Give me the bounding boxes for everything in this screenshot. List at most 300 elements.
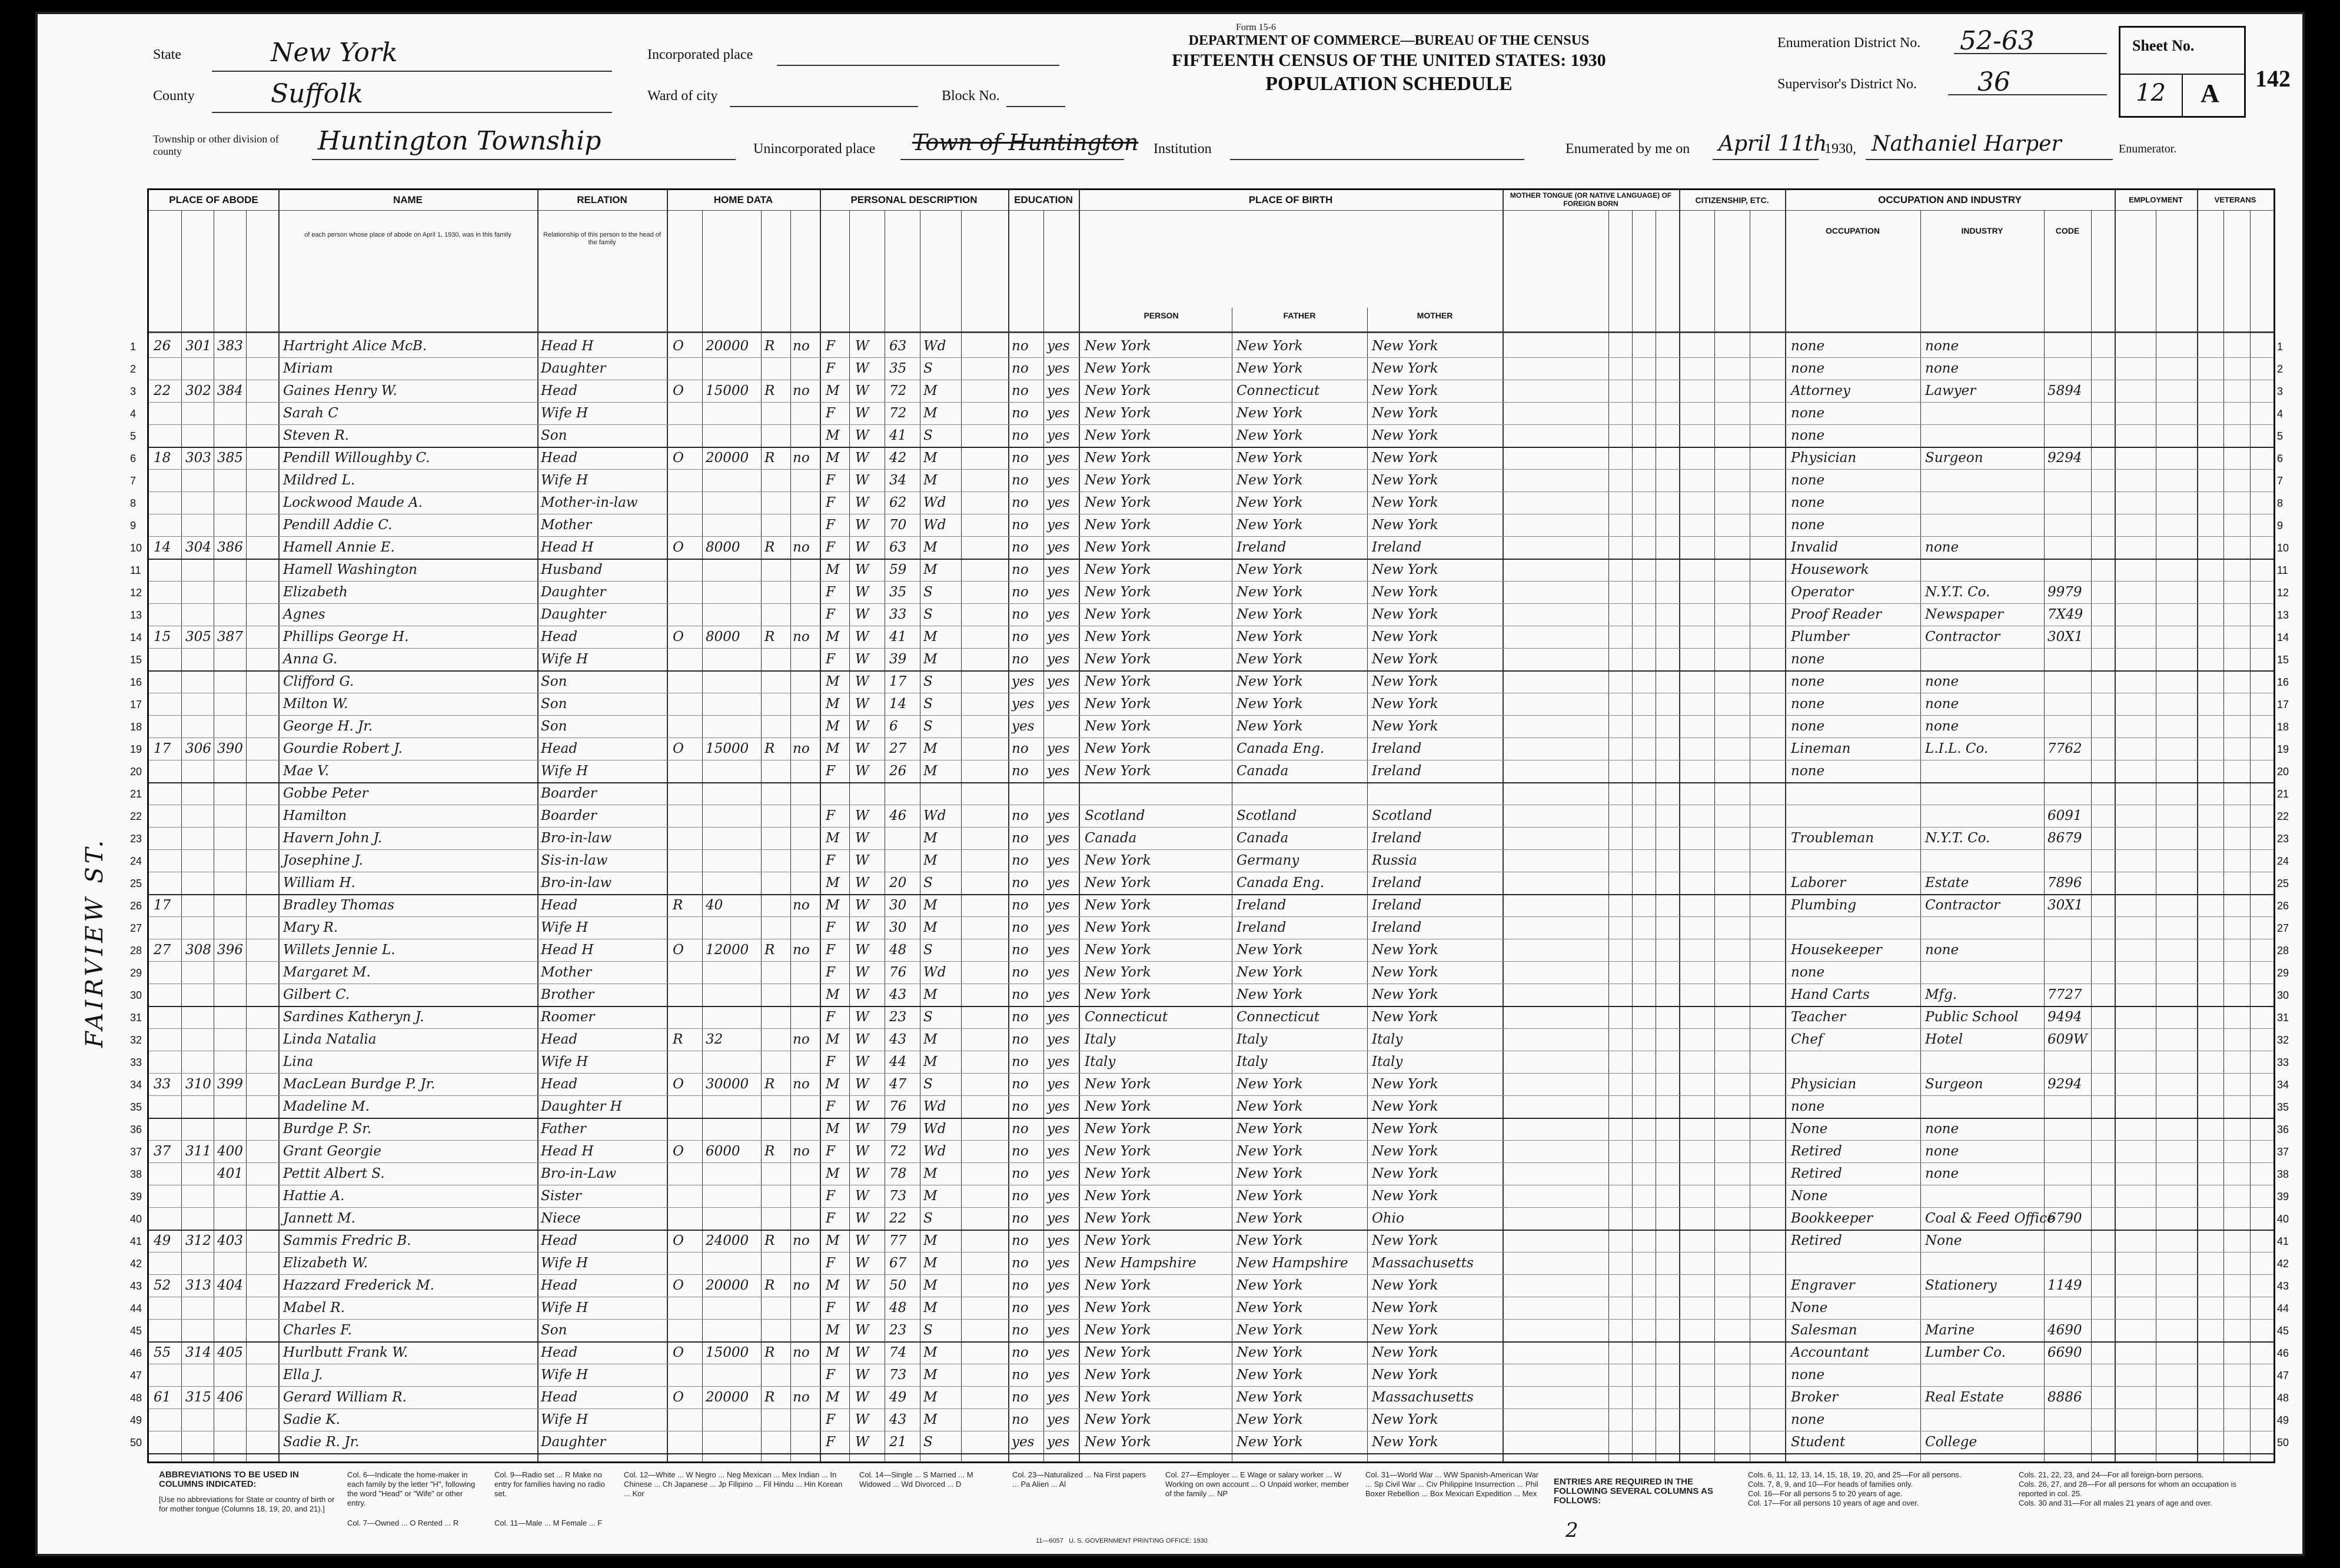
line-number: 38: [130, 1168, 142, 1180]
table-row: [130, 559, 2288, 582]
cell-name: Hamilton: [283, 808, 347, 823]
line-number: 32: [130, 1034, 142, 1046]
cell-name: Hamell Annie E.: [283, 540, 395, 555]
cell-bp: New York: [1085, 584, 1151, 600]
table-row: [130, 491, 2284, 514]
cell-school: no: [1012, 965, 1029, 980]
cell-fbp: Italy: [1237, 1032, 1268, 1047]
cell-age: 41: [889, 629, 907, 645]
abbr-col27: Col. 27—Employer ... E Wage or salary worker ... W Working on own account ... O Unpaid worker, member of the family ... NP: [1165, 1470, 1349, 1498]
cell-name: Clifford G.: [283, 674, 354, 689]
cell-age: 46: [889, 808, 907, 823]
cell-occ: Troubleman: [1791, 830, 1874, 846]
cell-rel: Daughter: [541, 584, 606, 600]
cell-mar: M: [923, 406, 938, 421]
cell-mbp: Ireland: [1372, 540, 1422, 555]
cell-occ: Engraver: [1791, 1278, 1855, 1293]
cell-race: W: [855, 1211, 869, 1226]
cell-own: O: [673, 942, 684, 958]
cell-name: Gaines Henry W.: [283, 383, 397, 398]
cell-name: Pendill Addie C.: [283, 517, 393, 533]
cell-name: Willets Jennie L.: [283, 942, 395, 958]
cell-bp: New York: [1085, 406, 1151, 421]
cell-race: W: [855, 1009, 869, 1025]
cell-school: no: [1012, 1300, 1029, 1315]
enum-district-value: 52-63: [1960, 26, 2035, 56]
table-row: [130, 1230, 2289, 1253]
line-number-right: 42: [2277, 1258, 2289, 1270]
cell-name: Havern John J.: [283, 830, 383, 846]
line-number-right: 14: [2277, 632, 2289, 643]
cell-mar: M: [923, 540, 938, 555]
cell-mar: S: [923, 584, 933, 600]
printer-name: U. S. GOVERNMENT PRINTING OFFICE: 1930: [1069, 1537, 1208, 1544]
cell-sex: M: [826, 1345, 840, 1360]
line-number: 18: [130, 721, 142, 733]
cell-mbp: New York: [1372, 607, 1438, 622]
cell-age: 67: [889, 1255, 907, 1271]
cell-ind: Mfg.: [1925, 987, 1957, 1002]
cell-age: 41: [889, 428, 907, 443]
cell-sex: F: [826, 965, 835, 980]
cell-read: yes: [1047, 1278, 1070, 1293]
line-number-right: 15: [2277, 654, 2289, 666]
table-row: [130, 872, 2289, 895]
cell-mar: M: [923, 830, 938, 846]
enumerator-label: Enumerator.: [2119, 142, 2177, 155]
cell-rel: Niece: [541, 1211, 581, 1226]
cell-bp: New York: [1085, 1211, 1151, 1226]
cell-rel: Son: [541, 696, 567, 712]
cell-own: O: [673, 1077, 684, 1092]
entries-b: Cols. 7, 8, 9, and 10—For heads of families only.: [1748, 1480, 1913, 1489]
cell-ind: Newspaper: [1925, 607, 2003, 622]
cell-race: W: [855, 696, 869, 712]
cell-occ: none: [1791, 1099, 1825, 1114]
cell-age: 14: [889, 696, 907, 712]
line-number: 3: [130, 386, 137, 397]
cell-vis: 387: [217, 629, 243, 645]
cell-school: no: [1012, 1367, 1029, 1383]
table-row: [130, 603, 2289, 626]
cell-occ: none: [1791, 517, 1825, 533]
cell-school: no: [1012, 562, 1029, 577]
cell-race: W: [855, 1077, 869, 1092]
cell-age: 62: [889, 495, 907, 510]
line-number: 14: [130, 632, 142, 643]
cell-rel: Head: [541, 1032, 578, 1047]
cell-occ: Housework: [1791, 562, 1869, 577]
cell-mbp: New York: [1372, 1367, 1438, 1383]
cell-mbp: New York: [1372, 338, 1438, 354]
enumerator-name: Nathaniel Harper: [1872, 132, 2062, 156]
sheet-number: 12: [2136, 79, 2166, 107]
birth-father-head: FATHER: [1283, 311, 1316, 320]
cell-mar: S: [923, 361, 933, 376]
cell-fam: 310: [185, 1077, 211, 1092]
cell-name: Sardines Katheryn J.: [283, 1009, 424, 1025]
cell-name: Lockwood Maude A.: [283, 495, 423, 510]
cell-occ: Hand Carts: [1791, 987, 1870, 1002]
cell-fbp: New York: [1237, 1166, 1303, 1181]
cell-fam: 315: [185, 1390, 211, 1405]
cell-age: 23: [889, 1323, 907, 1338]
cell-rel: Son: [541, 1323, 567, 1338]
cell-mar: Wd: [923, 1099, 946, 1114]
cell-rel: Head: [541, 741, 578, 756]
cell-occ: none: [1791, 1412, 1825, 1427]
cell-bp: New York: [1085, 361, 1151, 376]
cell-fbp: New York: [1237, 1345, 1303, 1360]
cell-name: Steven R.: [283, 428, 349, 443]
cell-dw: 17: [154, 898, 171, 913]
line-number-right: 29: [2277, 967, 2289, 979]
cell-dw: 22: [154, 383, 171, 398]
table-row: [130, 693, 2289, 716]
line-number: 29: [130, 967, 142, 979]
line-number-right: 24: [2277, 855, 2289, 867]
cell-ind: Contractor: [1925, 898, 2000, 913]
cell-race: W: [855, 808, 869, 823]
cell-school: no: [1012, 898, 1029, 913]
cell-school: no: [1012, 473, 1029, 488]
line-number: 41: [130, 1235, 142, 1247]
cell-fbp: New York: [1237, 1077, 1303, 1092]
cell-school: no: [1012, 1166, 1029, 1181]
cell-bp: New York: [1085, 741, 1151, 756]
cell-fbp: New York: [1237, 965, 1303, 980]
cell-rel: Head H: [541, 942, 594, 958]
line-number-right: 10: [2277, 542, 2289, 554]
sheet-label: Sheet No.: [2132, 37, 2195, 54]
cell-bp: New York: [1085, 383, 1151, 398]
cell-occ: Student: [1791, 1434, 1846, 1450]
cell-bp: New York: [1085, 1144, 1151, 1159]
line-number: 7: [130, 475, 137, 487]
cell-ind: Estate: [1925, 875, 1969, 891]
table-row: [130, 1140, 2289, 1163]
cell-vis: 401: [217, 1166, 243, 1181]
cell-bp: New York: [1085, 1412, 1151, 1427]
line-number-right: 8: [2277, 497, 2284, 509]
cell-fbp: New York: [1237, 652, 1303, 667]
cell-age: 63: [889, 338, 907, 354]
cell-dw: 52: [154, 1278, 171, 1293]
township-label: Township or other division of county: [153, 133, 279, 157]
cell-rel: Head: [541, 1278, 578, 1293]
cell-farm: no: [793, 898, 810, 913]
cell-sex: F: [826, 1099, 835, 1114]
cell-race: W: [855, 629, 869, 645]
line-number-right: 26: [2277, 900, 2289, 912]
cell-read: yes: [1047, 1345, 1070, 1360]
cell-mbp: Italy: [1372, 1054, 1403, 1069]
cell-bp: New York: [1085, 450, 1151, 466]
cell-race: W: [855, 719, 869, 734]
cell-occ: Attorney: [1791, 383, 1850, 398]
cell-age: 73: [889, 1188, 907, 1204]
line-number: 47: [130, 1370, 142, 1381]
cell-mar: Wd: [923, 808, 946, 823]
cell-school: no: [1012, 1211, 1029, 1226]
line-number-right: 2: [2277, 363, 2284, 375]
cell-val: 32: [706, 1032, 723, 1047]
cell-name: George H. Jr.: [283, 719, 373, 734]
cell-mbp: New York: [1372, 942, 1438, 958]
form-number: Form 15-6: [1236, 22, 1276, 32]
line-number: 22: [130, 810, 142, 822]
relation-description: Relationship of this person to the head of the family: [543, 231, 661, 246]
cell-read: yes: [1047, 1255, 1070, 1271]
cell-race: W: [855, 338, 869, 354]
cell-mbp: New York: [1372, 674, 1438, 689]
cell-mar: M: [923, 1390, 938, 1405]
cell-mbp: New York: [1372, 1077, 1438, 1092]
cell-mbp: New York: [1372, 719, 1438, 734]
cell-name: Hazzard Frederick M.: [283, 1278, 434, 1293]
cell-race: W: [855, 875, 869, 891]
line-number-right: 18: [2277, 721, 2289, 733]
code-head: CODE: [2055, 226, 2080, 235]
cell-bp: Connecticut: [1085, 1009, 1168, 1025]
cell-ind: Real Estate: [1925, 1390, 2004, 1405]
cell-school: no: [1012, 1054, 1029, 1069]
cell-mar: M: [923, 629, 938, 645]
cell-race: W: [855, 517, 869, 533]
cell-name: Lina: [283, 1054, 314, 1069]
cell-fam: 301: [185, 338, 211, 354]
cell-age: 26: [889, 763, 907, 779]
cell-ind: L.I.L. Co.: [1925, 741, 1989, 756]
cell-race: W: [855, 1255, 869, 1271]
cell-mar: M: [923, 898, 938, 913]
cell-sex: M: [826, 1032, 840, 1047]
page-stamp: 142: [2255, 65, 2291, 92]
cell-bp: Italy: [1085, 1032, 1116, 1047]
cell-bp: New York: [1085, 1166, 1151, 1181]
cell-school: no: [1012, 428, 1029, 443]
cell-bp: Italy: [1085, 1054, 1116, 1069]
cell-vis: 400: [217, 1144, 243, 1159]
cell-dw: 15: [154, 629, 171, 645]
cell-read: yes: [1047, 942, 1070, 958]
cell-vis: 404: [217, 1278, 243, 1293]
cell-mar: M: [923, 853, 938, 868]
cell-code: 8886: [2048, 1390, 2082, 1405]
cell-fam: 302: [185, 383, 211, 398]
cell-age: 43: [889, 987, 907, 1002]
cell-race: W: [855, 1390, 869, 1405]
entries-g: Cols. 30 and 31—For all males 21 years of age and over.: [2019, 1499, 2212, 1507]
cell-mar: S: [923, 1009, 933, 1025]
cell-race: W: [855, 987, 869, 1002]
cell-fbp: Ireland: [1237, 898, 1287, 913]
cell-school: no: [1012, 920, 1029, 935]
cell-occ: Bookkeeper: [1791, 1211, 1873, 1226]
cell-fbp: New York: [1237, 406, 1303, 421]
unincorporated-label: Unincorporated place: [753, 141, 876, 157]
cell-occ: None: [1791, 1121, 1828, 1137]
cell-farm: no: [793, 1233, 810, 1248]
cell-sex: M: [826, 719, 840, 734]
cell-radio: R: [765, 1144, 775, 1159]
cell-vis: 396: [217, 942, 243, 958]
cell-name: Phillips George H.: [283, 629, 409, 645]
cell-fbp: New York: [1237, 562, 1303, 577]
cell-school: no: [1012, 1077, 1029, 1092]
cell-name: Gilbert C.: [283, 987, 350, 1002]
schedule-title: POPULATION SCHEDULE: [1265, 73, 1513, 95]
cell-code: 6091: [2048, 808, 2082, 823]
cell-read: yes: [1047, 696, 1070, 712]
cell-mbp: New York: [1372, 584, 1438, 600]
line-number: 40: [130, 1213, 142, 1225]
cell-fbp: Canada Eng.: [1237, 875, 1325, 891]
cell-school: no: [1012, 540, 1029, 555]
cell-school: no: [1012, 338, 1029, 354]
cell-race: W: [855, 1412, 869, 1427]
cell-fbp: New York: [1237, 1367, 1303, 1383]
cell-code: 1149: [2048, 1278, 2082, 1293]
cell-sex: F: [826, 1367, 835, 1383]
cell-name: Sadie K.: [283, 1412, 340, 1427]
block-label: Block No.: [942, 88, 1000, 104]
cell-val: 20000: [706, 1278, 749, 1293]
cell-mar: M: [923, 1300, 938, 1315]
cell-race: W: [855, 1323, 869, 1338]
cell-age: 77: [889, 1233, 907, 1248]
cell-occ: none: [1791, 361, 1825, 376]
table-row: [130, 536, 2289, 560]
cell-bp: New York: [1085, 987, 1151, 1002]
unincorporated-value: Town of Huntington: [912, 129, 1139, 155]
cell-race: W: [855, 652, 869, 667]
cell-name: Hamell Washington: [283, 562, 417, 577]
cell-farm: no: [793, 1144, 810, 1159]
cell-sex: F: [826, 1211, 835, 1226]
col-group-citizenship: CITIZENSHIP, ETC.: [1695, 195, 1769, 205]
cell-own: O: [673, 1144, 684, 1159]
cell-sex: M: [826, 1233, 840, 1248]
table-row: [130, 1297, 2289, 1320]
cell-bp: New York: [1085, 1323, 1151, 1338]
cell-mar: Wd: [923, 1121, 946, 1137]
table-row: [130, 1095, 2289, 1119]
table-row: [130, 1006, 2289, 1029]
birth-person-head: PERSON: [1144, 311, 1179, 320]
cell-school: no: [1012, 406, 1029, 421]
line-number-right: 13: [2277, 609, 2289, 621]
line-number: 15: [130, 654, 142, 666]
cell-age: 43: [889, 1412, 907, 1427]
enum-district-label: Enumeration District No.: [1777, 35, 1921, 51]
line-number: 43: [130, 1280, 142, 1292]
cell-ind: none: [1925, 361, 1959, 376]
table-row: [130, 670, 2289, 693]
cell-vis: 406: [217, 1390, 243, 1405]
col-group-name: NAME: [393, 194, 423, 205]
col-group-veterans: VETERANS: [2214, 195, 2256, 204]
cell-occ: Physician: [1791, 1077, 1857, 1092]
cell-mbp: New York: [1372, 1188, 1438, 1204]
cell-rel: Wife H: [541, 406, 589, 421]
cell-rel: Head: [541, 1077, 578, 1092]
cell-bp: New York: [1085, 965, 1151, 980]
cell-age: 33: [889, 607, 907, 622]
cell-bp: New York: [1085, 674, 1151, 689]
cell-occ: Chef: [1791, 1032, 1823, 1047]
cell-fbp: Scotland: [1237, 808, 1297, 823]
cell-occ: none: [1791, 406, 1825, 421]
birth-mother-head: MOTHER: [1417, 311, 1453, 320]
entries-a: Cols. 6, 11, 12, 13, 14, 15, 18, 19, 20, and 25—For all persons.: [1748, 1470, 1962, 1479]
line-number: 35: [130, 1101, 142, 1113]
cell-sex: F: [826, 1188, 835, 1204]
table-row: [130, 648, 2289, 672]
abbr-col12: Col. 12—White ... W Negro ... Neg Mexican ... Mex Indian ... In Chinese ... Ch Japanese ... Jp Filipino ... Fil Hindu ... Hin Korean ... Kor: [624, 1470, 843, 1498]
table-row: [130, 939, 2289, 962]
cell-age: 30: [889, 898, 907, 913]
line-number-right: 43: [2277, 1280, 2289, 1292]
cell-ind: Contractor: [1925, 629, 2000, 645]
cell-rel: Bro-in-law: [541, 875, 612, 891]
cell-radio: R: [765, 1077, 775, 1092]
cell-vis: 386: [217, 540, 243, 555]
line-number: 8: [130, 497, 137, 509]
line-number: 50: [130, 1437, 142, 1449]
line-number-right: 12: [2277, 587, 2289, 599]
cell-school: no: [1012, 495, 1029, 510]
cell-rel: Head: [541, 1390, 578, 1405]
cell-school: no: [1012, 450, 1029, 466]
entries-list-2: [2019, 1470, 2266, 1508]
census-sheet: [35, 12, 2305, 1556]
cell-name: Elizabeth W.: [283, 1255, 368, 1271]
cell-mbp: New York: [1372, 1144, 1438, 1159]
cell-race: W: [855, 406, 869, 421]
sheet-number-box: [2119, 26, 2246, 118]
line-number-right: 28: [2277, 945, 2289, 956]
line-number: 13: [130, 609, 142, 621]
cell-school: no: [1012, 1121, 1029, 1137]
cell-ind: none: [1925, 1121, 1959, 1137]
cell-bp: New York: [1085, 875, 1151, 891]
cell-read: yes: [1047, 674, 1070, 689]
cell-read: yes: [1047, 1412, 1070, 1427]
cell-mar: M: [923, 1412, 938, 1427]
table-row: [130, 782, 2289, 805]
street-name: FAIRVIEW ST.: [81, 836, 108, 1048]
cell-rel: Father: [541, 1121, 586, 1137]
cell-own: O: [673, 540, 684, 555]
cell-occ: none: [1791, 965, 1825, 980]
cell-mbp: Ohio: [1372, 1211, 1404, 1226]
cell-occ: Plumber: [1791, 629, 1849, 645]
cell-bp: New York: [1085, 942, 1151, 958]
cell-vis: 390: [217, 741, 243, 756]
cell-occ: Housekeeper: [1791, 942, 1882, 958]
cell-mar: M: [923, 1255, 938, 1271]
cell-name: Hartright Alice McB.: [283, 338, 427, 354]
cell-read: yes: [1047, 540, 1070, 555]
cell-age: 76: [889, 965, 907, 980]
cell-ind: Marine: [1925, 1323, 1975, 1338]
cell-read: yes: [1047, 1032, 1070, 1047]
cell-race: W: [855, 830, 869, 846]
supervisor-label: Supervisor's District No.: [1777, 77, 1917, 92]
cell-bp: New York: [1085, 1278, 1151, 1293]
cell-read: yes: [1047, 1144, 1070, 1159]
